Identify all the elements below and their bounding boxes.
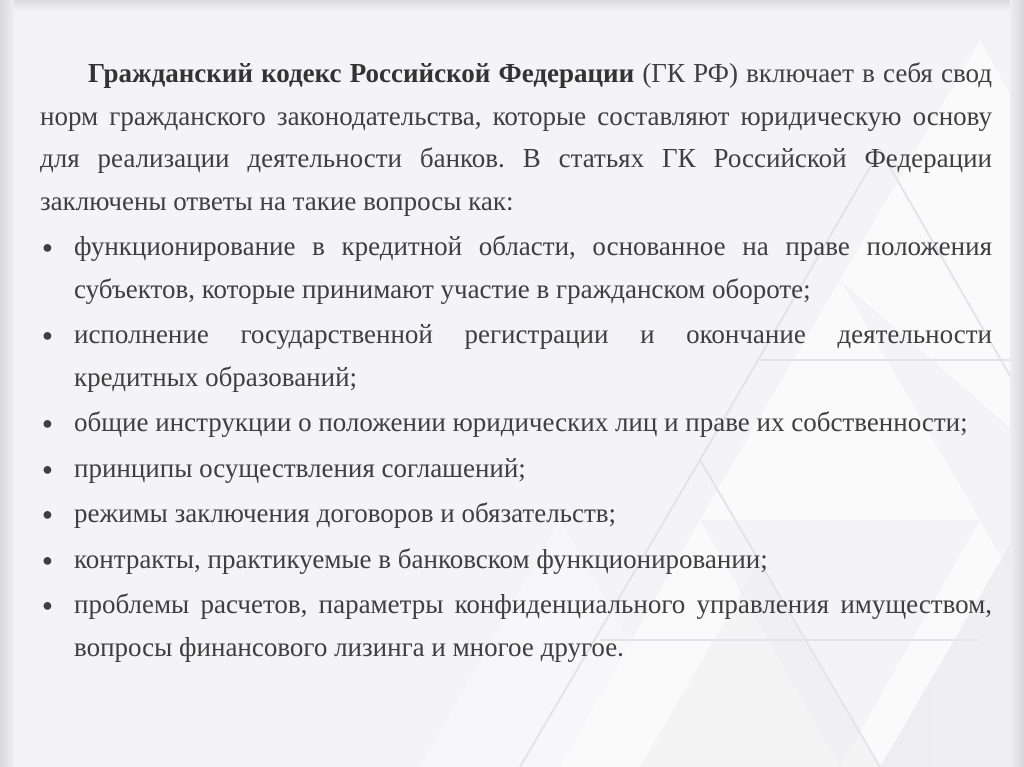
list-item-text: принципы осуществления соглашений; xyxy=(74,452,526,483)
list-item xyxy=(40,401,992,444)
bullet-icon: ● xyxy=(42,325,53,345)
slide-left-frame xyxy=(0,0,14,767)
list-item xyxy=(40,313,992,398)
list-item-text: режимы заключения договоров и обязательств; xyxy=(74,498,617,528)
list-item xyxy=(40,225,992,310)
bullet-icon: ● xyxy=(42,413,53,433)
intro-paragraph xyxy=(40,52,992,222)
list-item-text: контракты, практикуемые в банковском функционировании; xyxy=(74,543,768,574)
intro-text: (ГК РФ) включает в себя свод норм гражданского законодательства, которые составляют юридическую основу для реализации деятельности банков. В статьях ГК Российской Федерации заключены ответы на такие вопросы как: xyxy=(40,58,992,216)
bullet-icon: ● xyxy=(42,237,53,257)
list-item xyxy=(40,492,992,535)
list-item-text: исполнение государственной регистрации и окончание деятельности кредитных образований; xyxy=(74,319,992,392)
bullet-icon: ● xyxy=(42,595,53,615)
slide-top-frame xyxy=(0,0,1024,12)
list-item-text: функционирование в кредитной области, основанное на праве положения субъектов, которые принимают участие в гражданском обороте; xyxy=(74,231,992,304)
bullet-icon: ● xyxy=(42,504,53,524)
list-item xyxy=(40,447,992,490)
bullet-icon: ● xyxy=(42,458,53,479)
slide-right-frame xyxy=(1010,0,1024,767)
list-item-text: общие инструкции о положении юридических лиц и праве их собственности; xyxy=(74,407,968,437)
list-item-text: проблемы расчетов, параметры конфиденциального управления имуществом, вопросы финансового лизинга и многое другое. xyxy=(74,589,992,662)
intro-bold-term: Гражданский кодекс Российской Федерации xyxy=(88,58,635,88)
slide-body xyxy=(40,52,992,668)
bullet-icon: ● xyxy=(42,549,53,570)
list-item xyxy=(40,538,992,581)
list-item xyxy=(40,583,992,668)
bullet-list xyxy=(40,225,992,668)
